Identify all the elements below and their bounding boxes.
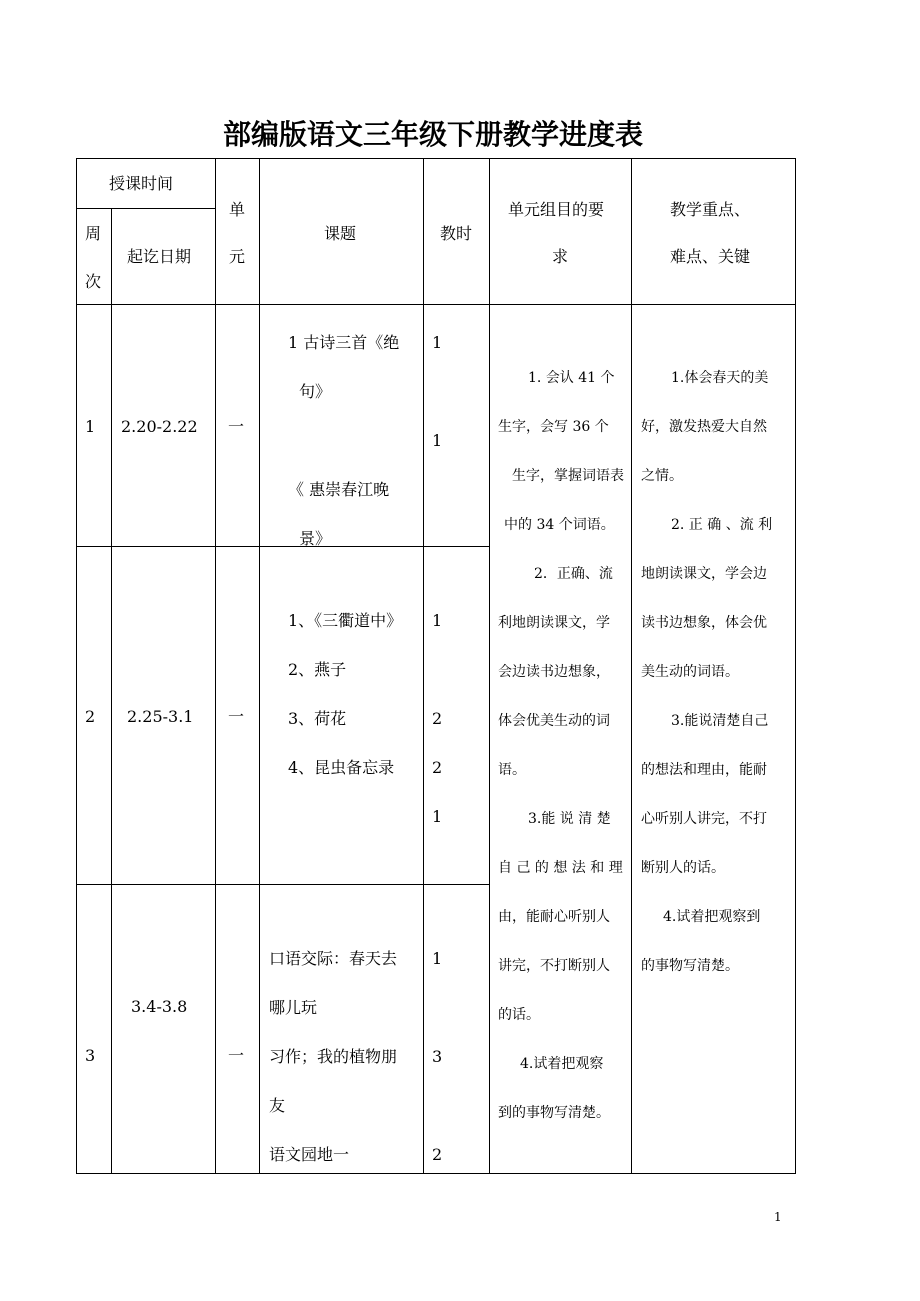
- requirements-line: 由，能耐心听别人: [498, 909, 610, 925]
- requirements-line: 讲完，不打断别人: [498, 958, 610, 974]
- hours-line: 1: [432, 807, 443, 826]
- requirements-line: 中的 34 个词语。: [504, 517, 615, 533]
- focus-line: 的想法和理由，能耐: [641, 762, 767, 778]
- focus-line: 之情。: [641, 468, 683, 484]
- hours-line: 2: [432, 709, 443, 728]
- table-divider: [76, 208, 215, 209]
- focus-line: 读书边想象，体会优: [641, 615, 767, 631]
- hours-line: 1: [432, 333, 443, 352]
- unit-cell: 一: [228, 707, 245, 726]
- hours-line: 2: [432, 1145, 443, 1164]
- focus-line: 地朗读课文，学会边: [641, 566, 767, 582]
- dates-cell: 3.4-3.8: [131, 997, 188, 1016]
- dates-cell: 2.25-3.1: [127, 707, 194, 726]
- unit-cell: 一: [228, 1046, 245, 1065]
- header-dates: 起讫日期: [127, 247, 192, 266]
- table-border-right: [795, 158, 796, 1174]
- header-hours: 教时: [440, 224, 473, 243]
- focus-line: 心听别人讲完，不打: [641, 811, 767, 827]
- requirements-line: 生字，掌握词语表: [512, 468, 624, 484]
- focus-line: 3.能说清楚自己: [671, 713, 769, 729]
- lesson-line: 1、《三衢道中》: [288, 611, 403, 630]
- focus-line: 4.试着把观察到: [663, 909, 761, 925]
- week-cell: 2: [85, 707, 96, 726]
- lesson-line: 习作；我的植物朋: [269, 1047, 398, 1066]
- header-unit: 单: [229, 200, 246, 219]
- lesson-list: [288, 318, 399, 563]
- header-requirements: 求: [552, 247, 569, 266]
- table-divider: [76, 304, 796, 305]
- week-cell: 1: [85, 417, 96, 436]
- lesson-list: [288, 596, 402, 792]
- hours-line: 1: [432, 949, 443, 968]
- page-number: 1: [774, 1210, 782, 1224]
- requirements-line: 体会优美生动的词: [498, 713, 610, 729]
- hours-line: 1: [432, 431, 443, 450]
- lesson-line: 4、昆虫备忘录: [288, 758, 395, 777]
- header-unit: 元: [229, 247, 246, 266]
- requirements-line: 利地朗读课文，学: [498, 615, 610, 631]
- dates-cell: 2.20-2.22: [121, 417, 198, 436]
- teaching-focus: [641, 354, 772, 991]
- hours-line: [432, 367, 442, 416]
- requirements-line: 3.能 说 清 楚: [528, 811, 611, 827]
- header-week: 周: [85, 224, 102, 243]
- lesson-line: 语文园地一: [269, 1145, 350, 1164]
- hours-line: 3: [432, 1047, 443, 1066]
- requirements-line: 语。: [498, 762, 526, 778]
- lesson-line: 1 古诗三首《绝: [288, 333, 400, 352]
- lesson-line: 句》: [299, 382, 332, 401]
- hours-list: [432, 596, 442, 841]
- table-divider: [423, 158, 424, 1174]
- header-week: 次: [85, 272, 102, 291]
- hours-line: [432, 1081, 442, 1130]
- table-border-top: [76, 158, 796, 159]
- requirements-line: 到的事物写清楚。: [498, 1105, 610, 1121]
- lesson-line: 3、荷花: [288, 709, 347, 728]
- hours-line: [432, 645, 442, 694]
- schedule-table: [76, 158, 796, 1174]
- focus-line: 的事物写清楚。: [641, 958, 739, 974]
- unit-cell: 一: [228, 417, 245, 436]
- focus-line: 好，激发热爱大自然: [641, 419, 767, 435]
- hours-list: [432, 318, 442, 465]
- requirements-line: 生字，会写 36 个: [498, 419, 609, 435]
- focus-line: 1.体会春天的美: [671, 370, 769, 386]
- header-lesson: 课题: [324, 224, 357, 243]
- header-time: 授课时间: [109, 174, 174, 193]
- focus-line: 断别人的话。: [641, 860, 725, 876]
- lesson-line: 友: [269, 1096, 286, 1115]
- requirements-line: 的话。: [498, 1007, 540, 1023]
- table-divider: [489, 158, 490, 1174]
- table-divider: [259, 158, 260, 1174]
- focus-line: 2. 正 确 、流 利: [671, 517, 773, 533]
- table-divider: [76, 546, 489, 547]
- requirements-line: 1. 会认 41 个: [528, 370, 615, 386]
- lesson-list: [269, 934, 397, 1179]
- hours-line: 1: [432, 611, 443, 630]
- lesson-line: 《 惠崇春江晚: [288, 480, 390, 499]
- requirements-line: 2．正确、流: [534, 566, 613, 582]
- table-divider: [76, 884, 489, 885]
- page-title: 部编版语文三年级下册教学进度表: [222, 118, 643, 151]
- hours-line: 2: [432, 758, 443, 777]
- unit-requirements: [498, 354, 624, 1138]
- table-divider: [215, 158, 216, 1174]
- table-divider: [631, 158, 632, 1174]
- lesson-line: 哪儿玩: [269, 998, 318, 1017]
- week-cell: 3: [85, 1046, 96, 1065]
- hours-list: [432, 934, 442, 1179]
- header-focus: 教学重点、: [670, 200, 751, 219]
- table-border-left: [76, 158, 77, 1174]
- lesson-line: 景》: [299, 529, 332, 548]
- lesson-line: [288, 416, 399, 465]
- focus-line: 美生动的词语。: [641, 664, 739, 680]
- lesson-line: 2、燕子: [288, 660, 347, 679]
- requirements-line: 会边读书边想象，: [498, 664, 610, 680]
- hours-line: [432, 983, 442, 1032]
- requirements-line: 4.试着把观察: [520, 1056, 604, 1072]
- header-focus: 难点、关键: [670, 247, 751, 266]
- lesson-line: 口语交际：春天去: [269, 949, 398, 968]
- requirements-line: 自 己 的 想 法 和 理: [498, 860, 623, 876]
- table-divider: [111, 208, 112, 1174]
- header-requirements: 单元组目的要: [508, 200, 605, 219]
